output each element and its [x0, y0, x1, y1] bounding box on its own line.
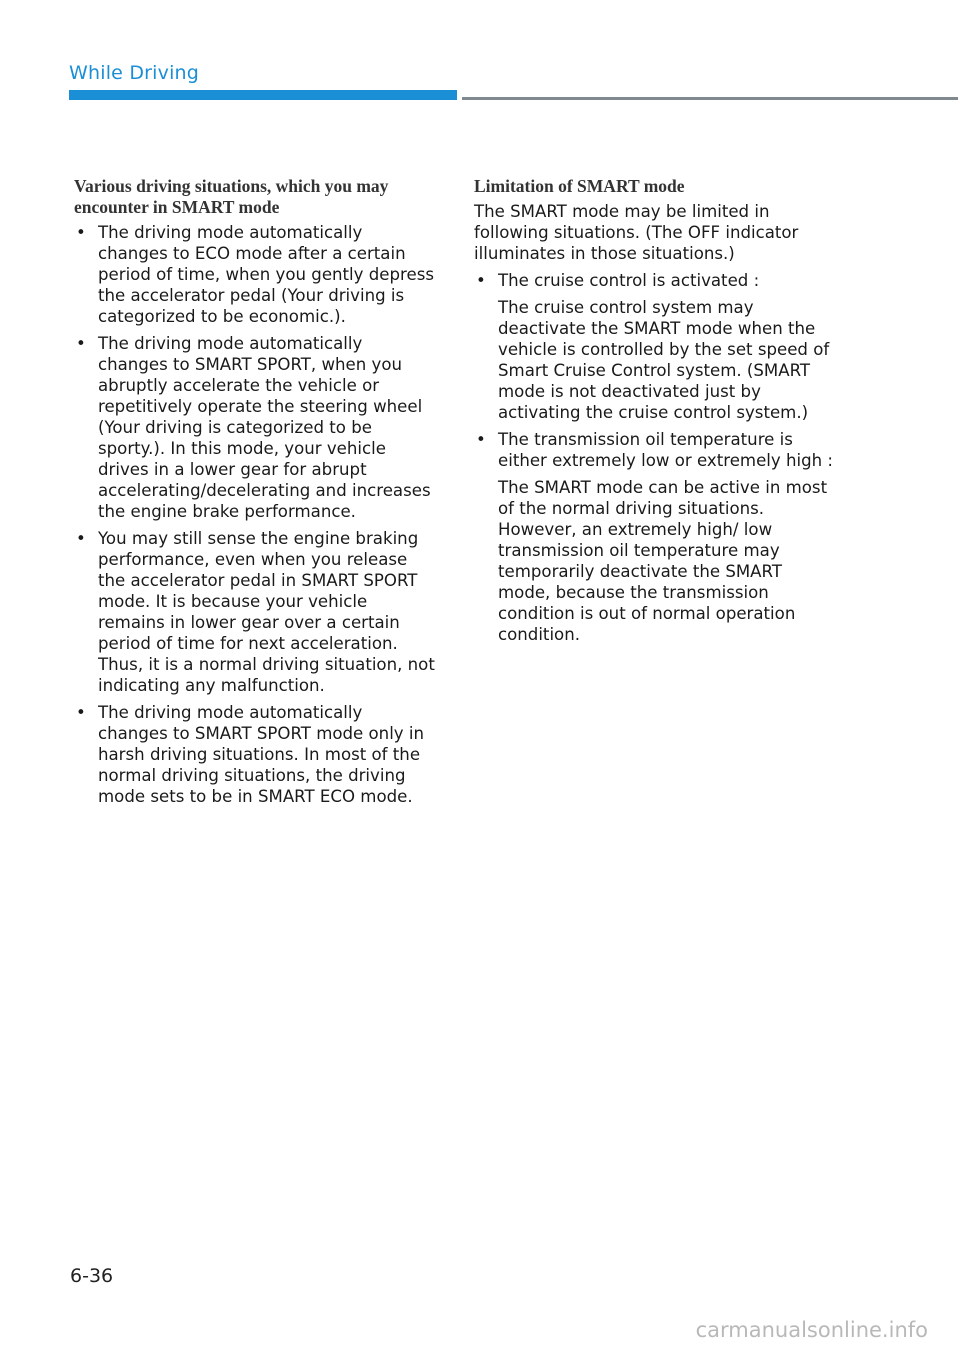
right-bullet-list: [474, 270, 836, 645]
bullet-dot-icon: •: [476, 271, 486, 290]
left-heading: Various driving situations, which you may encounter in SMART mode: [74, 176, 389, 217]
bullet-title: The cruise control is activated :: [498, 271, 760, 290]
list-item: [74, 333, 436, 522]
bullet-text: The driving mode automatically changes to ECO mode after a certain period of time, when you gently depress the accelerator pedal (Your driving is categorized to be economic.).: [98, 223, 434, 326]
bullet-text: You may still sense the engine braking performance, even when you release the accelerator pedal in SMART SPORT mode. It is because your vehicle remains in lower gear over a certain period of time for next acceleration. Thus, it is a normal driving situation, not indicating any malfunction.: [98, 529, 435, 695]
list-item: [474, 270, 836, 423]
bullet-text: The driving mode automatically changes to SMART SPORT, when you abruptly accelerate the vehicle or repetitively operate the steering wheel (Your driving is categorized to be sporty.). In this mode, your vehicle drives in a lower gear for abrupt accelerating/decelerating and increases the engine brake performance.: [98, 334, 431, 521]
bullet-dot-icon: •: [76, 223, 86, 242]
bullet-text: The driving mode automatically changes to SMART SPORT mode only in harsh driving situations. In most of the normal driving situations, the driving mode sets to be in SMART ECO mode.: [98, 703, 425, 806]
bullet-detail: The SMART mode can be active in most of the normal driving situations. However, an extremely high/ low transmission oil temperature may temporarily deactivate the SMART mode, because the transmission condition is out of normal operation condition.: [498, 478, 828, 644]
bullet-detail: The cruise control system may deactivate the SMART mode when the vehicle is controlled by the set speed of Smart Cruise Control system. (SMART mode is not deactivated just by activating the cruise control system.): [498, 298, 830, 422]
list-item: [474, 429, 836, 645]
left-bullet-list: [74, 222, 436, 807]
bullet-dot-icon: •: [76, 703, 86, 722]
header-accent-bar: [69, 90, 457, 100]
header-rule: [462, 97, 958, 100]
left-column: [74, 176, 436, 813]
right-intro: The SMART mode may be limited in following situations. (The OFF indicator illuminates in those situations.): [474, 202, 799, 263]
list-item: [74, 702, 436, 807]
section-title: While Driving: [69, 62, 200, 84]
bullet-dot-icon: •: [476, 430, 486, 449]
list-item: [74, 528, 436, 696]
bullet-dot-icon: •: [76, 334, 86, 353]
right-heading: Limitation of SMART mode: [474, 176, 685, 196]
list-item: [74, 222, 436, 327]
watermark: carmanualsonline.info: [695, 1318, 928, 1342]
bullet-dot-icon: •: [76, 529, 86, 548]
right-column: [474, 176, 836, 651]
bullet-title: The transmission oil temperature is either extremely low or extremely high :: [498, 430, 834, 470]
page-number: 6-36: [70, 1265, 114, 1287]
